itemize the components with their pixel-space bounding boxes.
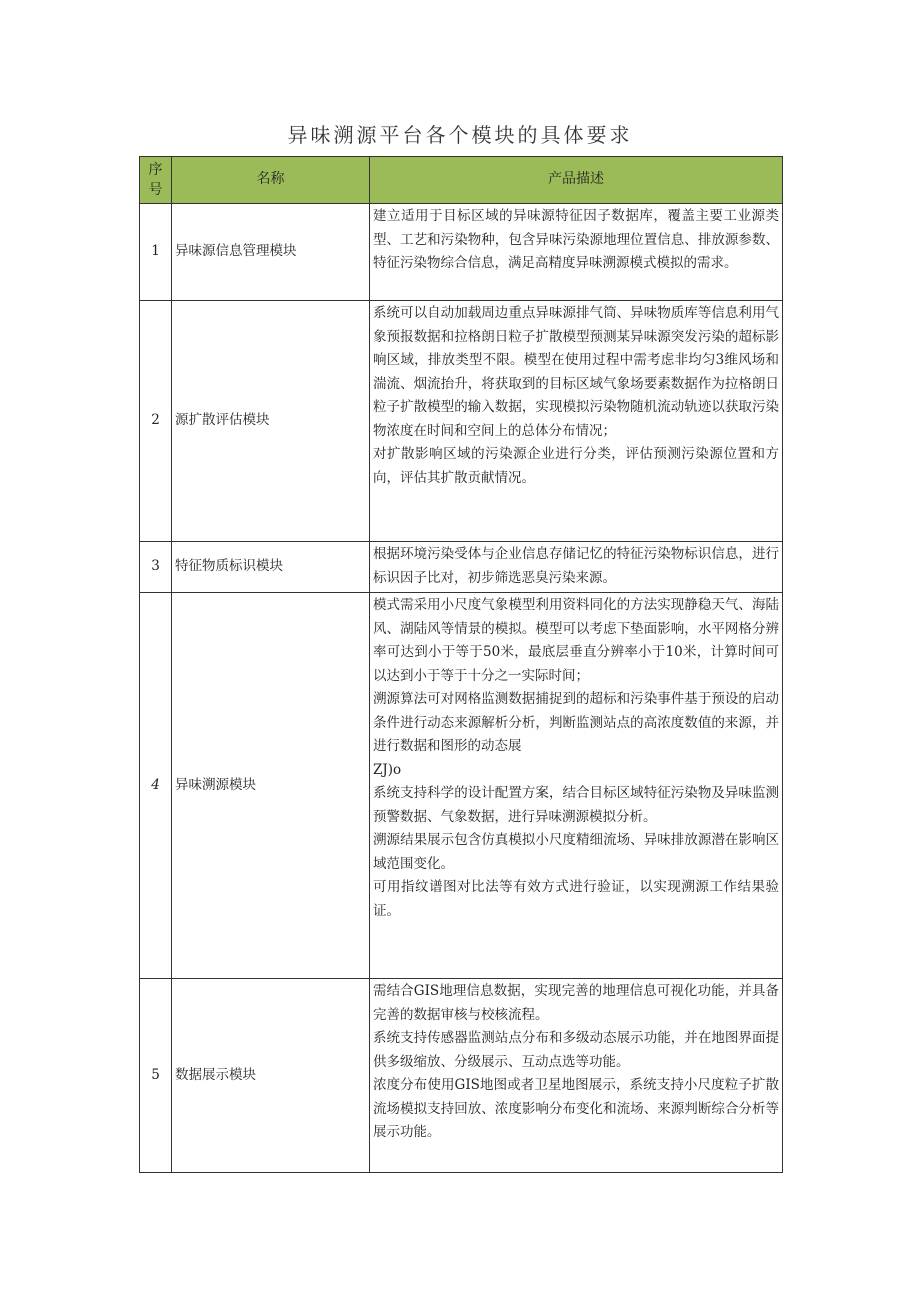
header-seq bbox=[140, 157, 172, 204]
header-desc: 产品描述 bbox=[370, 157, 783, 204]
requirements-table bbox=[139, 156, 783, 1173]
row-name: 特征物质标识模块 bbox=[172, 542, 370, 593]
row-seq: 5 bbox=[140, 979, 172, 1173]
row-seq: 1 bbox=[140, 204, 172, 301]
row-desc bbox=[370, 979, 783, 1173]
table-row bbox=[140, 301, 783, 542]
page-title: 异味溯源平台各个模块的具体要求 bbox=[287, 123, 633, 147]
row-name: 异味溯源模块 bbox=[172, 593, 370, 979]
table-row bbox=[140, 542, 783, 593]
header-seq-line1: 序 bbox=[148, 162, 163, 178]
desc-paragraph: 对扩散影响区域的污染源企业进行分类，评估预测污染源位置和方向，评估其扩散贡献情况。 bbox=[373, 446, 779, 486]
desc-paragraph: 根据环境污染受体与企业信息存储记忆的特征污染物标识信息，进行标识因子比对，初步筛选恶臭污染来源。 bbox=[373, 546, 779, 586]
desc-paragraph: 可用指纹谱图对比法等有效方式进行验证，以实现溯源工作结果验证。 bbox=[373, 879, 779, 919]
desc-paragraph: 建立适用于目标区域的异味源特征因子数据库，覆盖主要工业源类型、工艺和污染物种，包含异味污染源地理位置信息、排放源参数、特征污染物综合信息，满足高精度异味溯源模式模拟的需求。 bbox=[373, 208, 779, 271]
desc-paragraph: 需结合GIS地理信息数据，实现完善的地理信息可视化功能，并具备完善的数据审核与校核流程。 bbox=[373, 983, 779, 1023]
row-seq: 4 bbox=[140, 593, 172, 979]
row-seq: 2 bbox=[140, 301, 172, 542]
desc-paragraph: 溯源算法可对网格监测数据捕捉到的超标和污染事件基于预设的启动条件进行动态来源解析分析，判断监测站点的高浓度数值的来源，并进行数据和图形的动态展 bbox=[373, 691, 779, 754]
header-seq-line2: 号 bbox=[148, 182, 163, 198]
row-desc bbox=[370, 301, 783, 542]
desc-paragraph: 系统支持科学的设计配置方案，结合目标区域特征污染物及异味监测预警数据、气象数据，进行异味溯源模拟分析。 bbox=[373, 785, 779, 825]
table-header-row bbox=[140, 157, 783, 204]
desc-paragraph: 浓度分布使用GIS地图或者卫星地图展示，系统支持小尺度粒子扩散流场模拟支持回放、浓度影响分布变化和流场、来源判断综合分析等展示功能。 bbox=[373, 1077, 779, 1140]
row-desc bbox=[370, 593, 783, 979]
row-name: 异味源信息管理模块 bbox=[172, 204, 370, 301]
row-seq: 3 bbox=[140, 542, 172, 593]
header-name: 名称 bbox=[172, 157, 370, 204]
desc-paragraph: 溯源结果展示包含仿真模拟小尺度精细流场、异味排放源潜在影响区域范围变化。 bbox=[373, 832, 779, 872]
row-name: 数据展示模块 bbox=[172, 979, 370, 1173]
row-desc bbox=[370, 542, 783, 593]
desc-paragraph: ZJ)o bbox=[373, 761, 402, 778]
row-name: 源扩散评估模块 bbox=[172, 301, 370, 542]
table-row bbox=[140, 204, 783, 301]
row-desc bbox=[370, 204, 783, 301]
table-row bbox=[140, 593, 783, 979]
desc-paragraph: 系统可以自动加载周边重点异味源排气筒、异味物质库等信息利用气象预报数据和拉格朗日粒子扩散模型预测某异味源突发污染的超标影响区域，排放类型不限。模型在使用过程中需考虑非均匀3维风场和湍流、烟流抬升，将获取到的目标区域气象场要素数据作为拉格朗日粒子扩散模型的输入数据，实现模拟污染物随机流动轨迹以获取污染物浓度在时间和空间上的总体分布情况； bbox=[373, 305, 779, 439]
table-row bbox=[140, 979, 783, 1173]
desc-paragraph: 系统支持传感器监测站点分布和多级动态展示功能，并在地图界面提供多级缩放、分级展示、互动点选等功能。 bbox=[373, 1030, 779, 1070]
desc-paragraph: 模式需采用小尺度气象模型利用资料同化的方法实现静稳天气、海陆风、湖陆风等情景的模拟。模型可以考虑下垫面影响，水平网格分辨率可达到小于等于50米，最底层垂直分辨率小于10米，计算时间可以达到小于等于十分之一实际时间； bbox=[373, 597, 779, 684]
